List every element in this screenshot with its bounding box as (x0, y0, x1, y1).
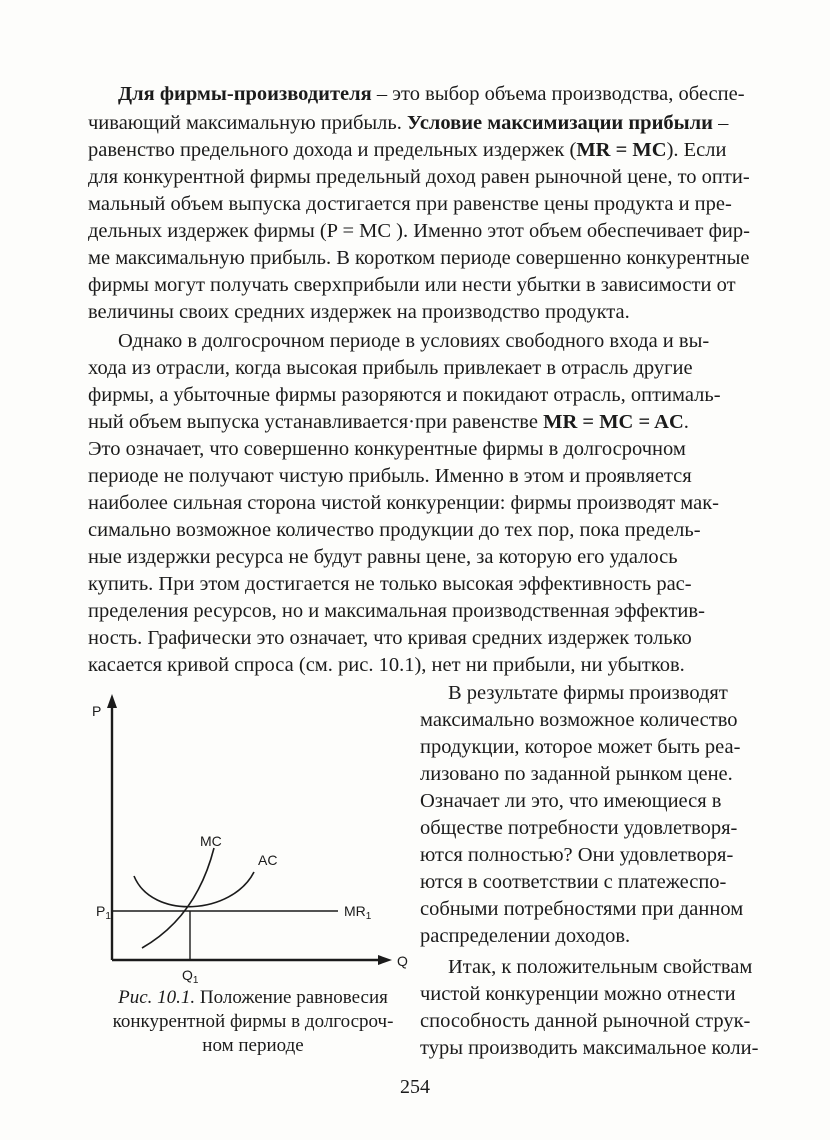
caption-line: Рис. 10.1. Положение равновесия (118, 987, 388, 1008)
text-line: продукции, которое может быть реа- (420, 736, 741, 758)
text-line: симально возможное количество продукции до тех пор, пока предель- (88, 519, 701, 541)
text-line: величины своих средних издержек на производство продукта. (88, 301, 630, 323)
axes (107, 694, 392, 965)
q-axis-label: Q (397, 953, 408, 969)
p1-label: $P_1$ (96, 903, 111, 922)
ac-curve (134, 872, 254, 907)
text-line: равенство предельного дохода и предельных издержек (MR = MC). Если (88, 139, 727, 161)
text-line: распределении доходов. (420, 925, 631, 947)
text-line: касается кривой спроса (см. рис. 10.1), нет ни прибыли, ни убытков. (88, 654, 685, 676)
text-line: Для фирмы-производителя – это выбор объема производства, обеспе- (118, 83, 745, 105)
text-line: фирмы, а убыточные фирмы разоряются и покидают отрасль, оптималь- (88, 384, 721, 406)
figure-caption (88, 986, 418, 1058)
text-line: дельных издержек фирмы (P = MC ). Именно этот объем обеспечивает фир- (88, 220, 750, 242)
text-line: хода из отрасли, когда высокая прибыль привлекает в отрасль другие (88, 357, 693, 379)
text-line: Однако в долгосрочном периоде в условиях свободного входа и вы- (118, 330, 710, 352)
text-line: Это означает, что совершенно конкурентные фирмы в долгосрочном (88, 438, 686, 460)
text-line: мальный объем выпуска достигается при равенстве цены продукта и пре- (88, 193, 732, 215)
mr-label: $MR_1$ (344, 903, 372, 922)
text-line: ный объем выпуска устанавливается·при равенстве MR = MC = AC. (88, 411, 689, 433)
q1-label: $Q_1$ (182, 967, 199, 986)
text-line: наиболее сильная сторона чистой конкуренции: фирмы производят мак- (88, 492, 719, 514)
equilibrium-figure (92, 690, 422, 990)
text-line: ются полностью? Они удовлетворя- (420, 844, 734, 866)
mc-label: MC (200, 833, 222, 849)
text-line: ность. Графически это означает, что кривая средних издержек только (88, 627, 692, 649)
text-line: ются в соответствии с платежеспо- (420, 871, 727, 893)
page-number: 254 (400, 1076, 430, 1098)
text-line: ные издержки ресурса не будут равны цене, за которую его удалось (88, 546, 678, 568)
text-line: Итак, к положительным свойствам (448, 956, 753, 978)
caption-line: конкурентной фирмы в долгосроч- (112, 1011, 394, 1032)
text-line: лизовано по заданной рынком цене. (420, 763, 733, 785)
text-line: ме максимальную прибыль. В коротком периоде совершенно конкурентные (88, 247, 750, 269)
text-line: для конкурентной фирмы предельный доход равен рыночной цене, то опти- (88, 166, 750, 188)
q-axis-arrow (378, 955, 392, 965)
ac-label: AC (258, 852, 278, 868)
p-axis-arrow (107, 694, 117, 708)
text-line: Означает ли это, что имеющиеся в (420, 790, 722, 812)
text-line: купить. При этом достигается не только высокая эффективность рас- (88, 573, 692, 595)
text-line: периоде не получают чистую прибыль. Именно в этом и проявляется (88, 465, 692, 487)
text-line: пределения ресурсов, но и максимальная производственная эффектив- (88, 600, 705, 622)
text-line: способность данной рыночной струк- (420, 1010, 751, 1032)
text-line: максимально возможное количество (420, 709, 738, 731)
text-line: туры производить максимальное коли- (420, 1037, 759, 1059)
caption-line: ном периоде (202, 1035, 304, 1056)
text-line: фирмы могут получать сверхприбыли или нести убытки в зависимости от (88, 274, 736, 296)
text-line: чистой конкуренции можно отнести (420, 983, 736, 1005)
p-axis-label: P (92, 703, 102, 719)
text-line: чивающий максимальную прибыль. Условие максимизации прибыли – (88, 112, 729, 134)
text-line: обществе потребности удовлетворя- (420, 817, 738, 839)
text-line: собными потребностями при данном (420, 898, 744, 920)
text-line: В результате фирмы производят (448, 682, 728, 704)
